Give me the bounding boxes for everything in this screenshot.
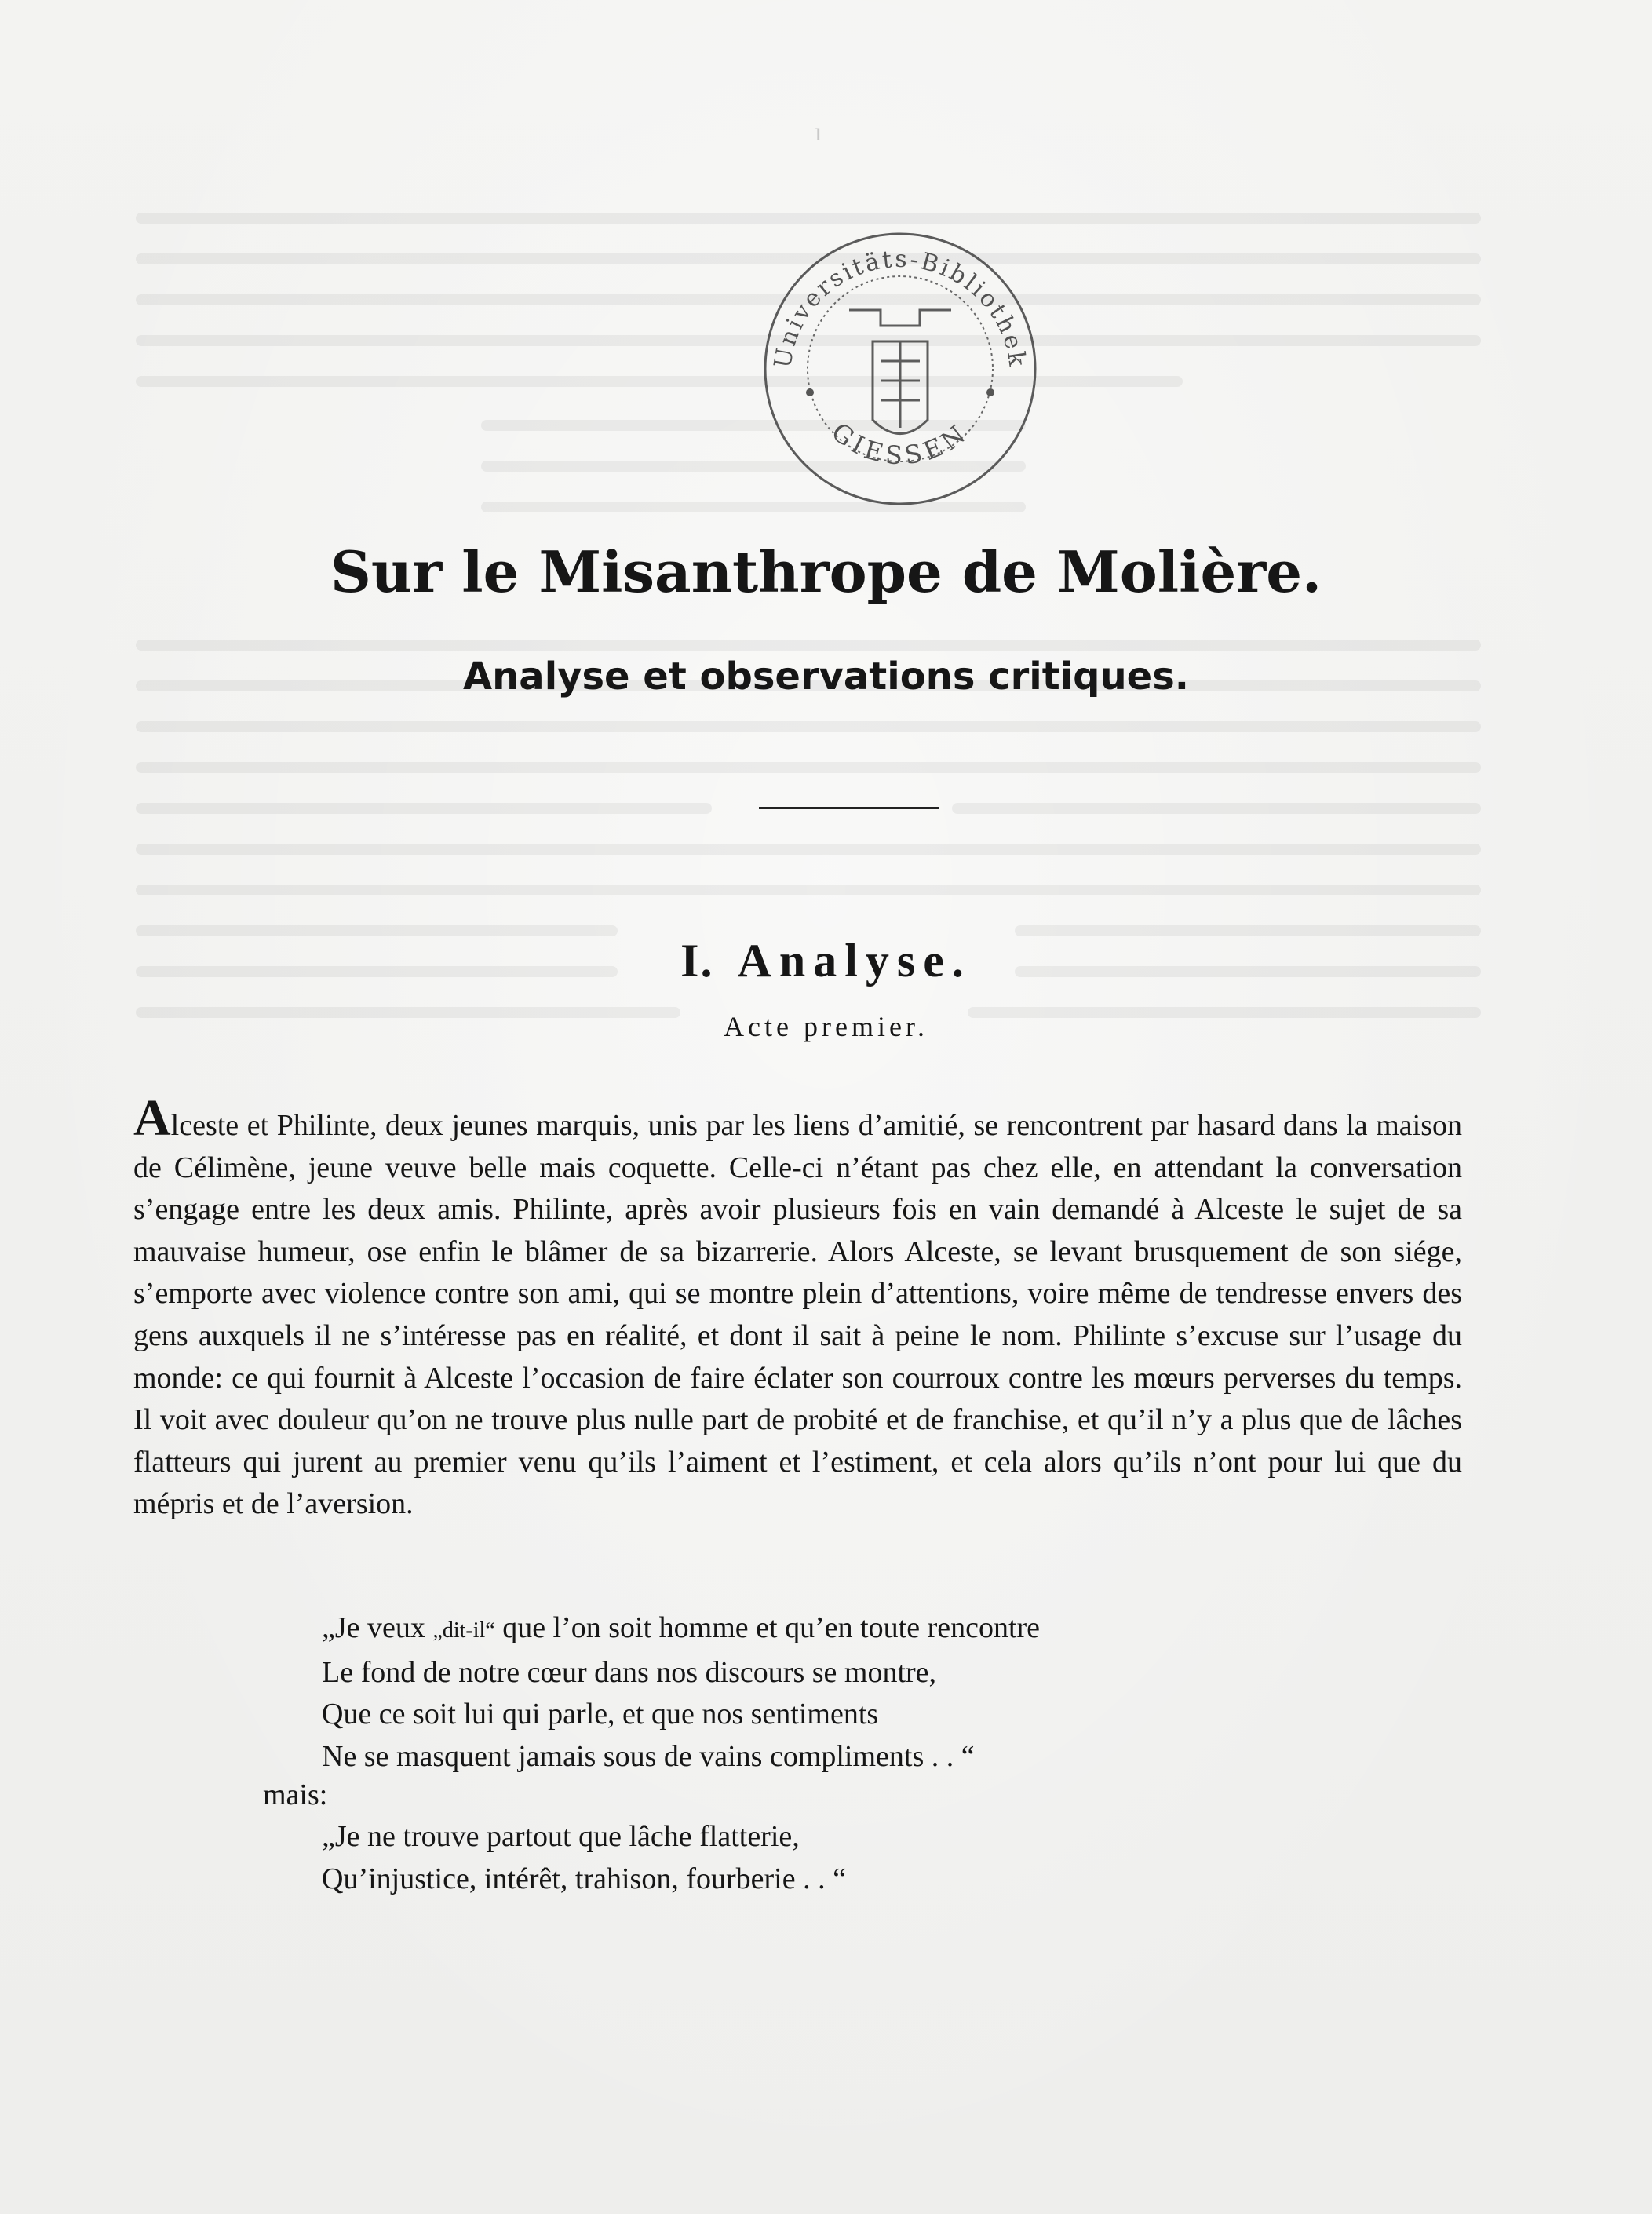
verse-aside: „dit-il“ bbox=[432, 1618, 495, 1643]
verse-fragment: que l’on soit homme et qu’en toute rencontre bbox=[494, 1611, 1041, 1644]
divider-rule bbox=[759, 807, 939, 809]
connector-text: mais: bbox=[263, 1778, 328, 1811]
stamp-ring-bottom: GIESSEN bbox=[826, 416, 975, 471]
section-heading bbox=[0, 935, 1652, 987]
verse-line: Que ce soit lui qui parle, et que nos sentiments bbox=[322, 1698, 879, 1731]
body-paragraph bbox=[133, 1089, 1462, 1526]
library-stamp bbox=[755, 224, 1045, 514]
verse-line: „Je ne trouve partout que lâche flatterie, bbox=[322, 1820, 800, 1853]
verse-line: Qu’injustice, intérêt, trahison, fourberie . . “ bbox=[322, 1862, 846, 1895]
page-title: Sur le Misanthrope de Molière. bbox=[330, 538, 1322, 605]
page-mark: ı bbox=[815, 118, 822, 147]
page-subtitle: Analyse et observations critiques. bbox=[462, 655, 1189, 698]
act-heading: Acte premier. bbox=[724, 1011, 928, 1042]
verse-line bbox=[322, 1607, 1040, 1652]
verse-quote-2 bbox=[322, 1816, 846, 1900]
stamp-emblem-icon bbox=[849, 310, 951, 434]
paragraph-text: lceste et Philinte, deux jeunes marquis, unis par les liens d’amitié, se rencontrent par hasard dans la maison de Célimène, jeune veuve belle mais coquette. Celle-ci n’étant pas chez elle, en attendant la conversation s’engage entre les deux amis. Philinte, après avoir plusieurs fois en vain demandé à Alceste le sujet de sa mauvaise humeur, ose enfin le blâmer de sa bizarrerie. Alors Alceste, se levant brusquement de son siége, s’emporte avec violence contre son ami, qui se montre plein d’attentions, voire même de tendresse envers des gens auxquels il ne s’intéresse pas en réalité, et dont il sait à peine le nom. Philinte s’excuse sur l’usage du monde: ce qui fournit à Alceste l’occasion de faire éclater son courroux contre les mœurs perverses du temps. Il voit avec douleur qu’on ne trouve plus nulle part de probité et de franchise, et qu’il n’y a plus que de lâches flatteurs qui jurent au premier venu qu’ils l’aiment et l’estiment, et cela alors qu’ils n’ont pour lui que du mépris et de l’aversion. bbox=[133, 1109, 1462, 1521]
verse-fragment: „Je veux bbox=[322, 1611, 433, 1644]
section-title: Analyse. bbox=[737, 935, 972, 987]
drop-cap: A bbox=[133, 1089, 171, 1147]
verse-line: Le fond de notre cœur dans nos discours se montre, bbox=[322, 1655, 937, 1689]
section-number: I. bbox=[680, 935, 714, 987]
stamp-ring-top: Universitäts-Bibliothek bbox=[769, 245, 1031, 370]
verse-quote-1 bbox=[322, 1607, 1040, 1778]
verse-line: Ne se masquent jamais sous de vains compliments . . “ bbox=[322, 1739, 975, 1773]
